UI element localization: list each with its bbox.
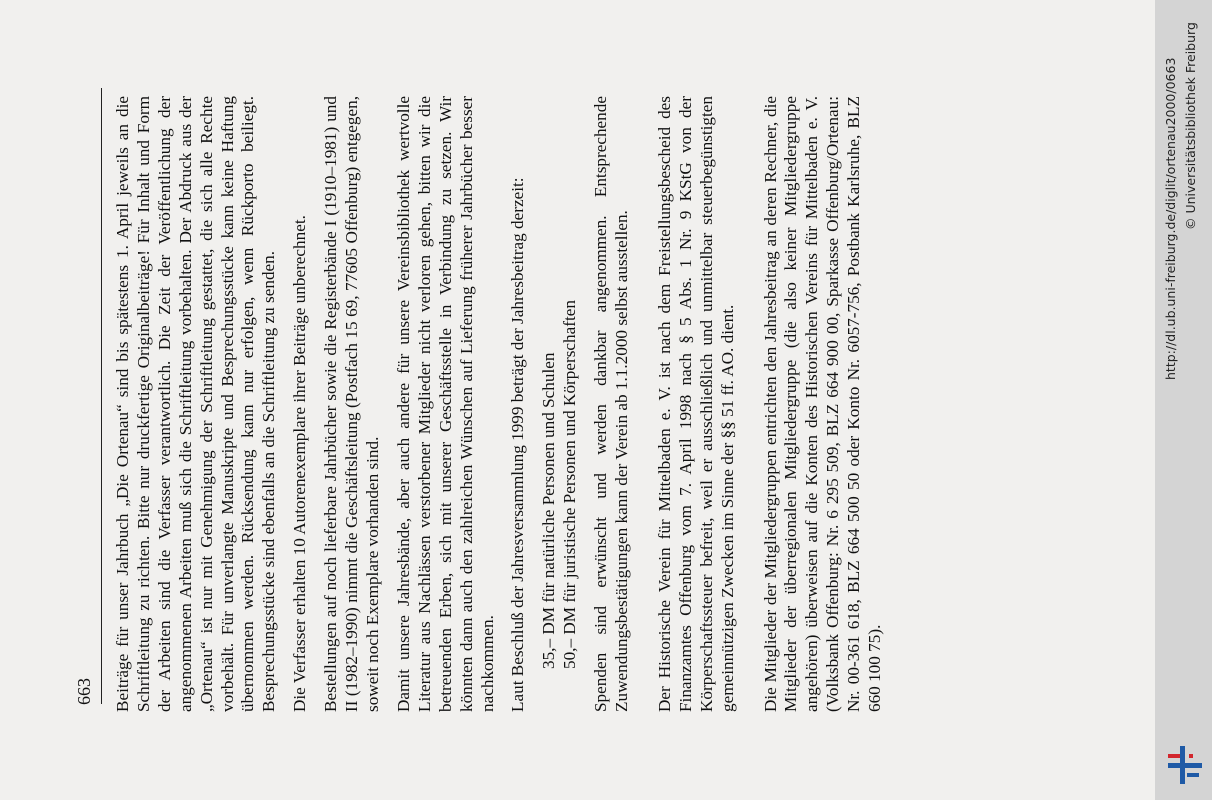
source-url-link[interactable]: http://dl.ub.uni-freiburg.de/diglit/ortenau2000/0663 (1163, 57, 1178, 380)
library-logo-icon (1165, 742, 1205, 788)
library-sidebar (1155, 0, 1212, 800)
paragraph-donations: Spenden sind erwünscht und werden dankbar angenommen. Entsprechende Zuwendungsbestätigungen kann der Verein ab 1.1.2000 selbst ausstellen. (591, 96, 632, 712)
fee-item-natural-persons: 35,– DM für natürliche Personen und Schulen (539, 352, 559, 669)
fee-item-legal-persons: 50,– DM für juristische Personen und Körperschaften (560, 300, 580, 669)
paragraph-tax-exemption: Der Historische Verein für Mittelbaden e. V. ist nach dem Freistellungsbescheid des Finanzamtes Offenburg vom 7. April 1998 nach § 5 Abs. 1 Nr. 9 KStG von der Körperschaftssteuer befreit, weil er ausschließlich und unmittelbar steuerbegünstigten gemeinnützigen Zwecken im Sinne der §§ 51 ff. AO. dient. (654, 96, 737, 712)
paragraph-library: Damit unsere Jahresbände, aber auch andere für unsere Vereinsbibliothek wertvolle Literatur aus Nachlässen verstorbener Mitglieder nicht verloren gehen, bitten wir die betreuenden Erben, sich mit unserer Geschäftsstelle in Verbindung zu setzen. Wir könnten dann auch den zahlreichen Wünschen auf Lieferung früherer Jahrbücher besser nachkommen. (393, 96, 497, 712)
paragraph-bank-accounts: Die Mitglieder der Mitgliedergruppen entrichten den Jahresbeitrag an deren Rechner, die Mitglieder der überregionalen Mitgliedergruppe (die also keiner Mitgliedergruppe angehören) überweisen auf die Konten des Historischen Vereins für Mittelbaden e. V. (Volksbank Offenburg: Nr. 6 295 509, BLZ 664 900 00, Sparkasse Offenburg/Ortenau: Nr. 00-361 618, BLZ 664 500 50 oder Konto Nr. 6057-756, Postbank Karlsruhe, BLZ 660 100 75). (760, 96, 885, 712)
header-rule (101, 88, 102, 704)
paragraph-orders: Bestellungen auf noch lieferbare Jahrbücher sowie die Registerbände I (1910–1981) und II (1982–1990) nimmt die Geschäftsleitung (Postfach 15 69, 77605 Offenburg) entgegen, soweit noch Exemplare vorhanden sind. (321, 96, 382, 712)
paragraph-membership-fee: Laut Beschluß der Jahresversammlung 1999 beträgt der Jahresbeitrag derzeit: (508, 177, 528, 712)
paragraph-submissions: Beiträge für unser Jahrbuch „Die Ortenau“ sind bis spätestens 1. April jeweils an die Schriftleitung zu richten. Bitte nur druckfertige Originalbeiträge! Für Inhalt und Form der Arbeiten sind die Verfasser verantwortlich. Die Zeit der Veröffentlichung der angenommenen Arbeiten muß sich die Schriftleitung vorbehalten. Der Abdruck aus der „Ortenau“ ist nur mit Genehmigung der Schriftleitung gestattet, die sich alle Rechte vorbehält. Für unverlangte Manuskripte und Besprechungsstücke kann keine Haftung übernommen werden. Rücksendung kann nur erfolgen, wenn Rückporto beiliegt. Besprechungsstücke sind ebenfalls an die Schriftleitung zu senden. (113, 96, 279, 712)
text-column (113, 96, 886, 712)
paragraph-author-copies: Die Verfasser erhalten 10 Autorenexemplare ihrer Beiträge unberechnet. (290, 215, 310, 712)
copyright-notice: © Universitätsbibliothek Freiburg (1183, 22, 1198, 230)
page-number: 663 (74, 678, 94, 705)
